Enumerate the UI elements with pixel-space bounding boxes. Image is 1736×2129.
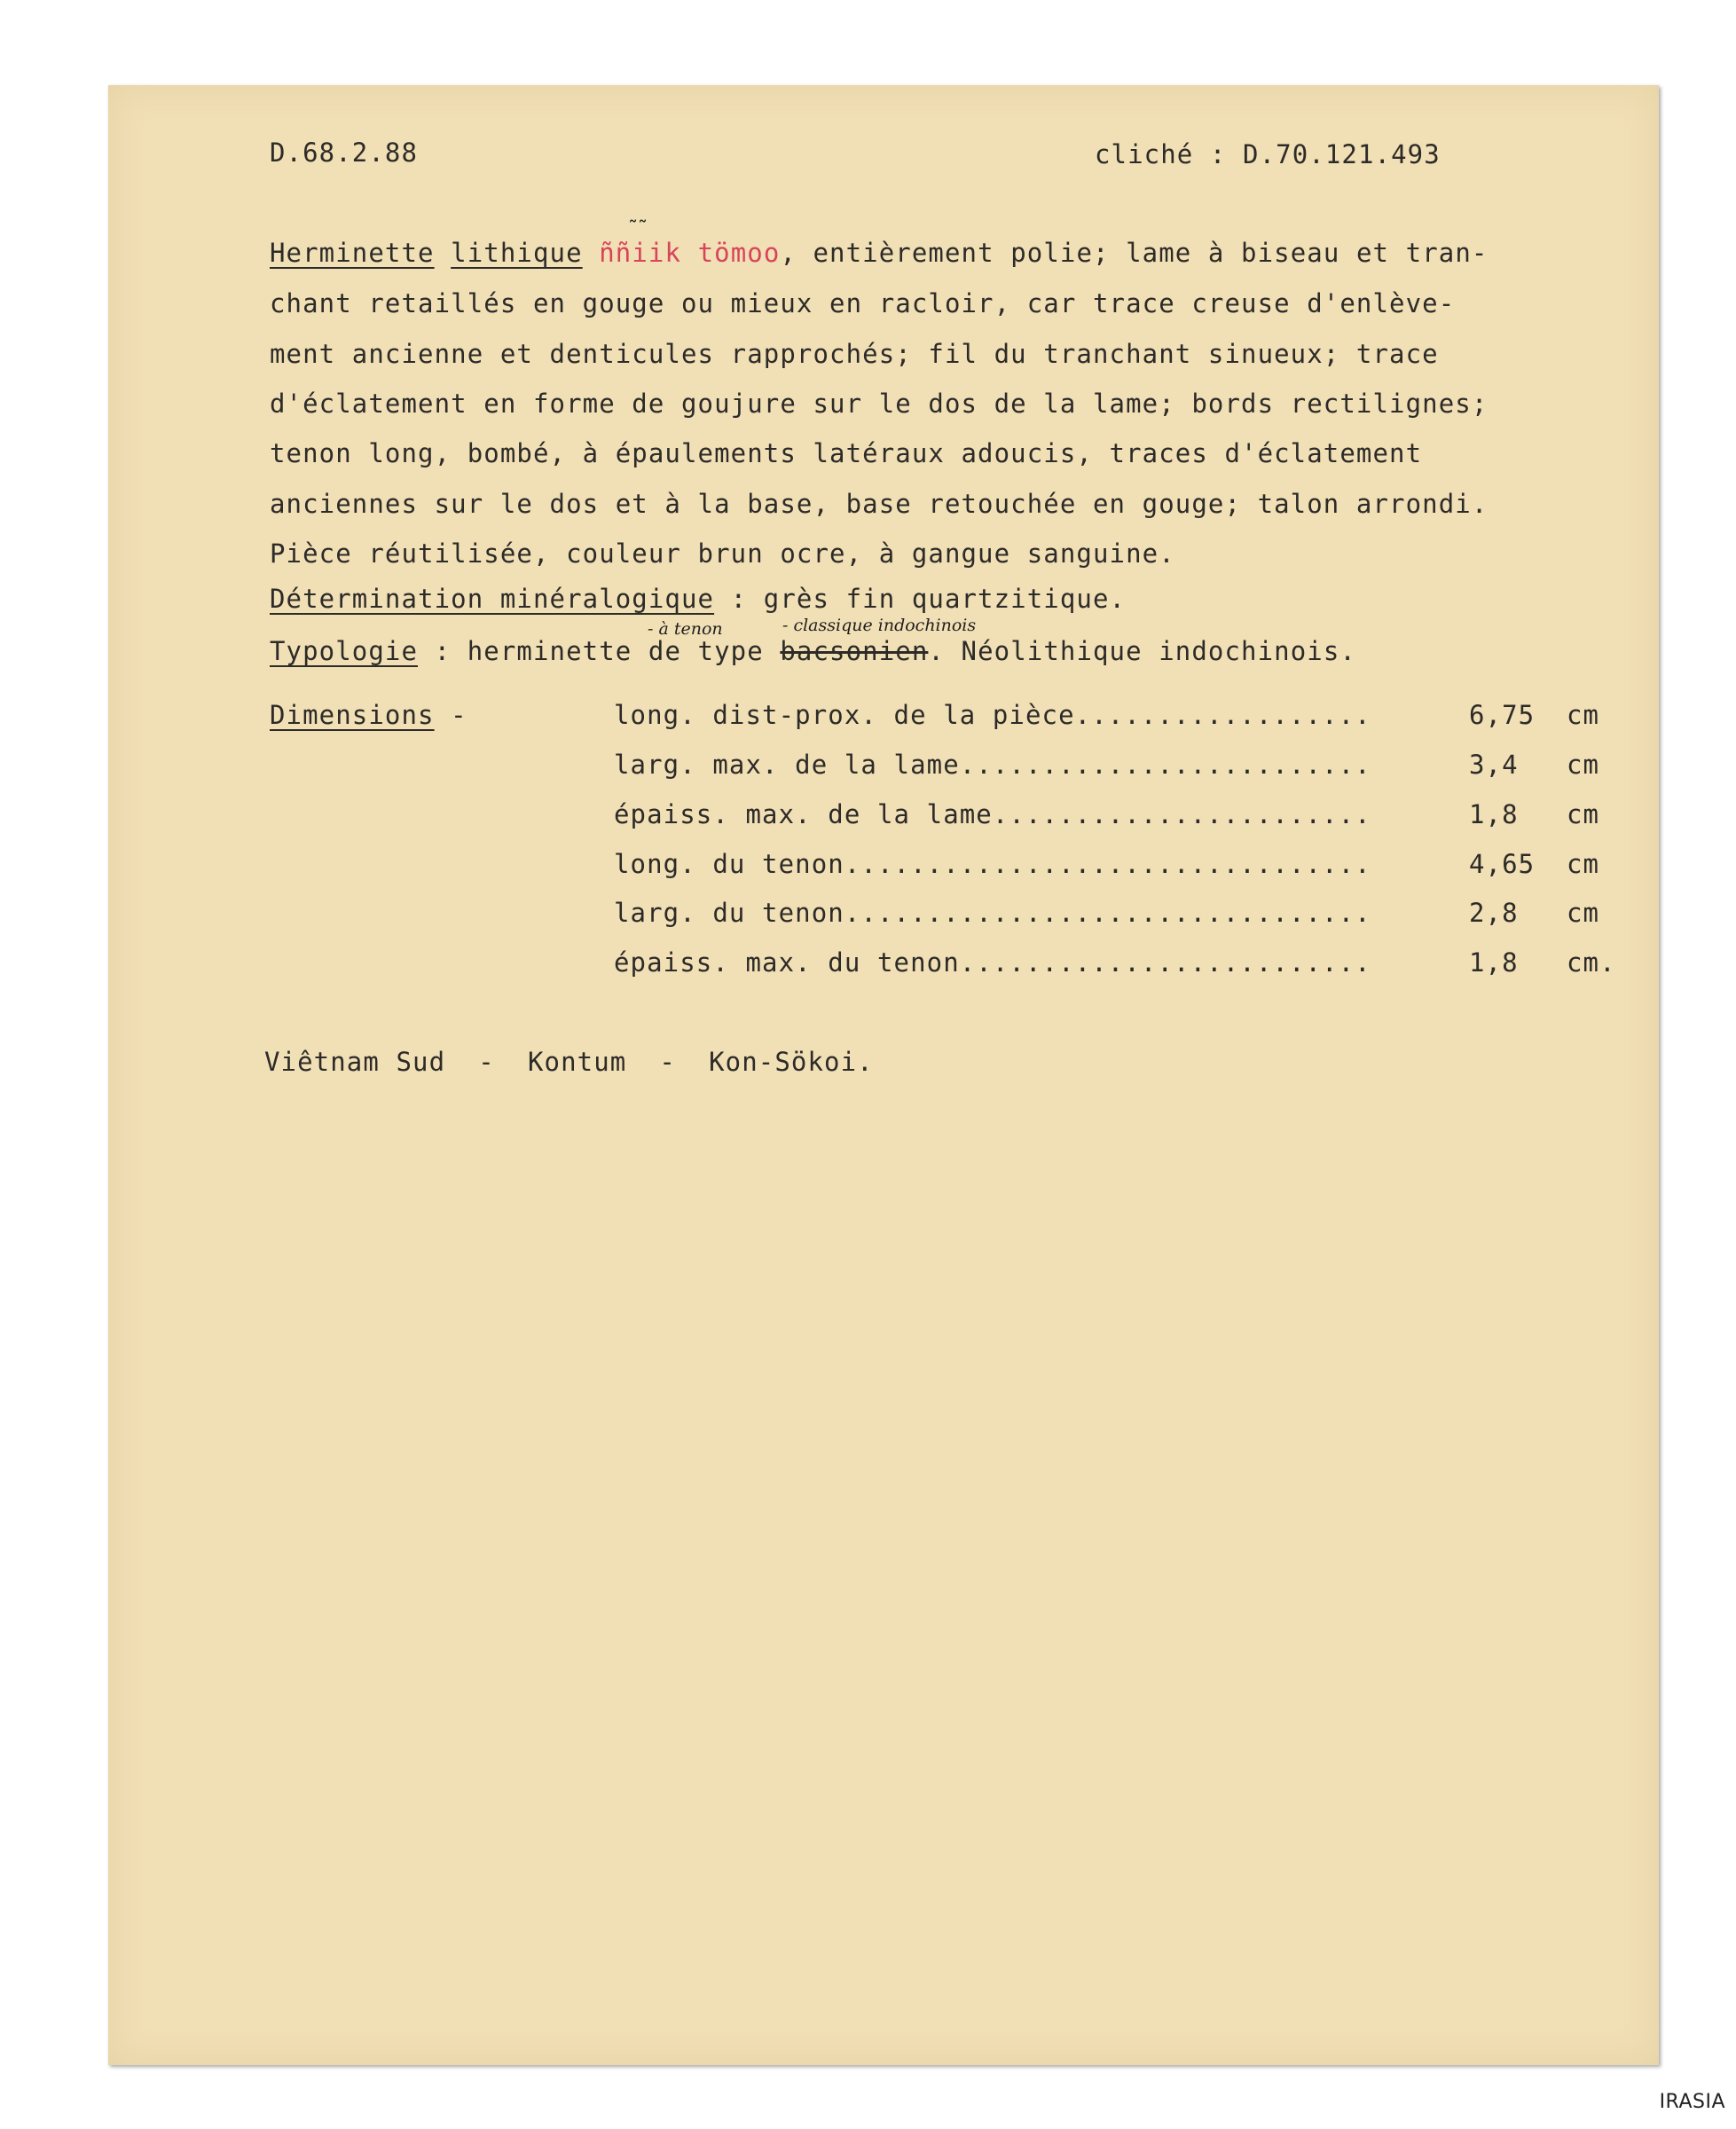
title-lithique: lithique xyxy=(451,238,583,268)
description-line-5: tenon long, bombé, à épaulements latéraux adoucis, traces d'éclatement xyxy=(270,438,1423,468)
reference-number: D.68.2.88 xyxy=(270,137,419,168)
description-line-3: ment ancienne et denticules rapprochés; fil du tranchant sinueux; trace xyxy=(270,339,1439,369)
typology-text-a: : herminette de type xyxy=(418,636,781,666)
dimensions-label-row xyxy=(270,700,467,730)
irasia-watermark: IRASIA xyxy=(1659,2091,1725,2113)
dimension-row-text: larg. max. de la lame......................... xyxy=(614,750,1371,780)
dimension-row-value: 4,65 xyxy=(1469,849,1536,879)
typology-text-b: . Néolithique indochinois. xyxy=(928,636,1356,666)
dimension-row-text: épaiss. max. du tenon......................... xyxy=(614,947,1371,978)
dimension-row-text: long. dist-prox. de la pièce.................. xyxy=(614,700,1371,730)
dimension-row-text: long. du tenon................................ xyxy=(614,849,1371,879)
description-line-6: anciennes sur le dos et à la base, base retouchée en gouge; talon arrondi. xyxy=(270,489,1489,519)
dimensions-label: Dimensions xyxy=(270,700,435,730)
dimension-row-value: 3,4 xyxy=(1469,750,1519,780)
title-herminette: Herminette xyxy=(270,238,435,268)
dimension-row-unit: cm xyxy=(1567,849,1600,879)
mineralogy-value: : grès fin quartzitique. xyxy=(714,584,1127,614)
dimension-row-value: 1,8 xyxy=(1469,799,1519,829)
dimension-row-unit: cm. xyxy=(1567,947,1616,978)
description-line-7: Pièce réutilisée, couleur brun ocre, à gangue sanguine. xyxy=(270,538,1175,569)
dimension-row-text: épaiss. max. de la lame....................... xyxy=(614,799,1371,829)
dimension-row-unit: cm xyxy=(1567,898,1600,928)
dimension-row-value: 6,75 xyxy=(1469,700,1536,730)
description-line-2: chant retaillés en gouge ou mieux en racloir, car trace creuse d'enlève- xyxy=(270,288,1456,318)
typology-struck-word: bacsonien xyxy=(780,636,929,666)
dimension-row-unit: cm xyxy=(1567,750,1600,780)
dimension-row-value: 2,8 xyxy=(1469,898,1519,928)
description-line-1 xyxy=(270,240,1488,266)
typology-line xyxy=(270,636,1356,666)
native-name: ññiik tömoo xyxy=(599,238,781,268)
description-line-1-rest: , entièrement polie; lame à biseau et tran- xyxy=(780,238,1489,268)
location-line: Viêtnam Sud - Kontum - Kon-Sökoi. xyxy=(264,1047,874,1077)
description-line-4: d'éclatement en forme de goujure sur le dos de la lame; bords rectilignes; xyxy=(270,389,1489,419)
mineralogy-label: Détermination minéralogique xyxy=(270,584,715,614)
dimensions-dash: - xyxy=(451,700,467,730)
handwritten-annotation-tenon: - à tenon xyxy=(648,619,723,639)
dimension-row-value: 1,8 xyxy=(1469,947,1519,978)
cliche-reference: cliché : D.70.121.493 xyxy=(1095,139,1441,169)
mineralogy-line xyxy=(270,586,1126,612)
dimension-row-text: larg. du tenon................................ xyxy=(614,898,1371,928)
document-sheet xyxy=(108,85,1659,2065)
typology-label: Typologie xyxy=(270,636,419,666)
handwritten-annotation-classique: - classique indochinois xyxy=(782,616,977,635)
dimension-row-unit: cm xyxy=(1567,799,1600,829)
handwritten-tilde-mark: ˜˜ xyxy=(628,218,648,240)
dimension-row-unit: cm xyxy=(1567,700,1600,730)
